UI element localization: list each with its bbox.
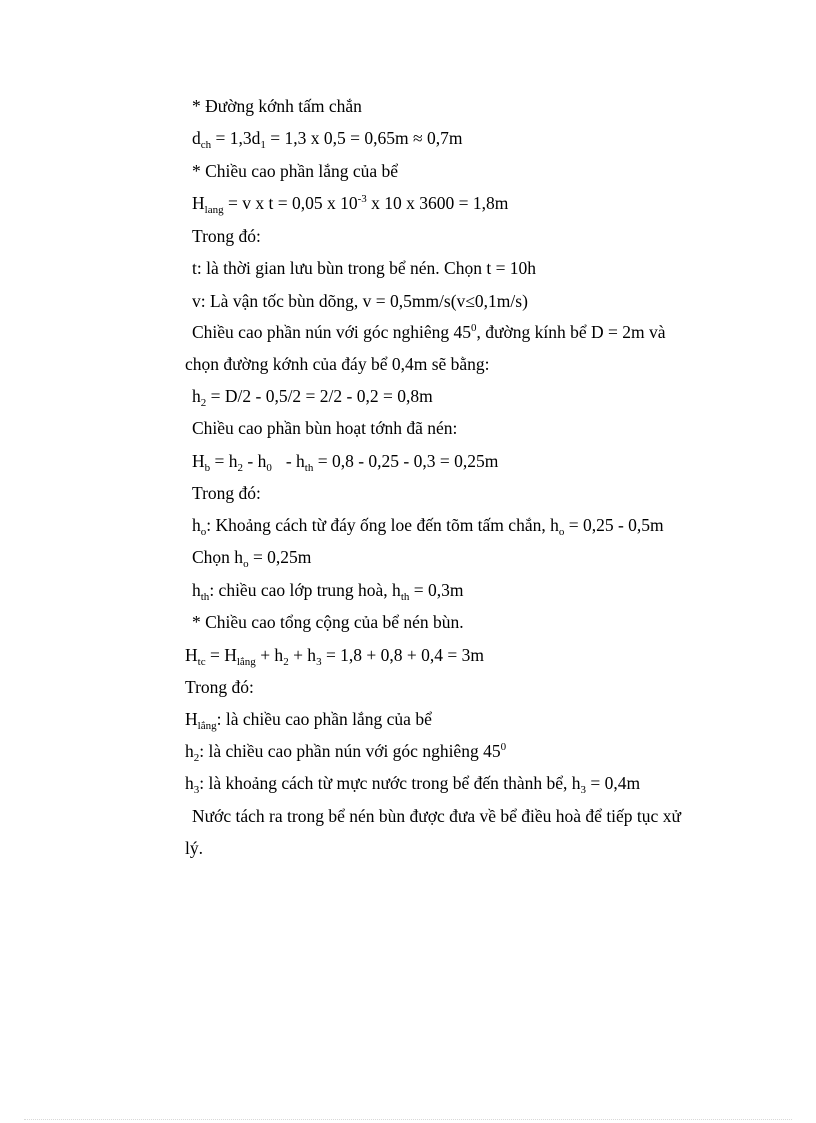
subscript: 2 [200,397,207,409]
text-line-where [192,226,261,246]
text-line-total-height-heading [192,612,464,632]
subscript: 1 [260,139,266,151]
eq-part: Chọn h [192,547,244,567]
subscript: 3 [580,784,587,796]
subscript: lắng [236,656,256,668]
text: Trong đó: [185,677,254,697]
eq-part: = 0,25m [248,547,312,567]
eq-part: H [185,709,198,729]
equation-settling-height [192,193,509,216]
subscript: th [400,591,410,603]
subscript: o [558,526,565,538]
subscript: b [204,462,211,474]
eq-part: : chiều cao lớp trung hoà, h [209,580,401,600]
text: Chiều cao phần bùn hoạt tớnh đã nén: [192,418,458,438]
text-line-choose-ho [192,547,312,570]
text: * Chiều cao phần lắng của bể [192,161,399,181]
text: , đường kính bể D = 2m và [476,322,666,342]
eq-part: h [192,580,201,600]
subscript: 3 [316,656,322,668]
text-line-hth-definition [192,580,464,603]
eq-part: H [192,451,205,471]
equation-htc [185,645,485,668]
text: lý. [185,838,203,858]
eq-part: = h [210,451,238,471]
equation-hb [192,451,499,474]
eq-part: = H [205,645,237,665]
text: v: Là vận tốc bùn dõng, v = 0,5mm/s(v≤0,1m/s) [192,291,528,311]
text: Chiều cao phần nún với góc nghiêng 45 [192,322,471,342]
text-line-cone-height-intro [192,322,666,342]
eq-part: = 0,3m [409,580,464,600]
subscript: tc [197,656,206,668]
subscript: 2 [283,656,289,668]
eq-part: = 0,25 - 0,5m [564,515,664,535]
text: Trong đó: [192,483,261,503]
eq-part: h [192,386,201,406]
text-line-v-definition [192,291,528,311]
superscript: -3 [357,193,367,205]
text-line-settling-height-heading [192,161,398,181]
eq-part: = 1,8 + 0,8 + 0,4 = 3m [321,645,485,665]
text: chọn đường kớnh của đáy bể 0,4m sẽ bằng: [185,354,490,374]
text: Trong đó: [192,226,261,246]
eq-part: = 0,4m [586,773,641,793]
text-line-hlang-definition [185,709,432,732]
text-line-active-sludge-height [192,418,457,438]
eq-part: h [192,515,201,535]
text-line-ho-definition [192,515,664,538]
subscript: 0 [266,462,272,474]
subscript: ch [200,139,212,151]
text-line-h2-definition [185,741,507,764]
subscript: 2 [237,462,244,474]
eq-part: = 1,3d [211,128,261,148]
eq-part: : Khoảng cách từ đáy ống loe đến tõm tấm chắn, h [206,515,559,535]
eq-part: + h [255,645,284,665]
subscript: th [200,591,210,603]
eq-part: + h [288,645,317,665]
text-line-conclusion-cont [185,838,203,858]
eq-part: = v x t = 0,05 x 10 [223,193,358,213]
text: Nước tách ra trong bể nén bùn được đưa về bể điều hoà để tiếp tục xử [192,806,681,826]
eq-part: : là chiều cao phần nún với góc nghiêng 45 [199,741,501,761]
equation-baffle-diameter [192,128,463,151]
subscript: o [243,558,249,570]
eq-part: - h [285,451,305,471]
equation-h2 [192,386,433,409]
subscript: 3 [193,784,200,796]
subscript: lắng [197,720,217,732]
eq-part: d [192,128,201,148]
eq-part: - h [243,451,267,471]
text-line-baffle-diameter-heading [192,96,362,116]
text: * Chiều cao tổng cộng của bể nén bùn. [192,612,464,632]
eq-part: = 0,8 - 0,25 - 0,3 = 0,25m [313,451,499,471]
eq-part: x 10 x 3600 = 1,8m [366,193,509,213]
eq-part: : là khoảng cách từ mực nước trong bể đến thành bể, h [199,773,581,793]
text: * Đường kớnh tấm chắn [192,96,362,116]
subscript: o [200,526,207,538]
text-line-t-definition [192,258,536,278]
eq-part: H [185,645,198,665]
eq-part: H [192,193,205,213]
text-line-cone-height-intro-cont [185,354,490,374]
superscript: 0 [500,741,507,753]
subscript: th [304,462,314,474]
text: t: là thời gian lưu bùn trong bể nén. Chọn t = 10h [192,258,537,278]
text-line-h3-definition [185,773,641,796]
superscript: 0 [471,322,477,334]
eq-part: : là chiều cao phần lắng của bể [216,709,432,729]
page-bottom-divider [24,1119,792,1120]
eq-part: = 1,3 x 0,5 = 0,65m ≈ 0,7m [265,128,463,148]
eq-part: h [185,741,194,761]
text-line-conclusion [192,806,681,826]
eq-part: h [185,773,194,793]
eq-part: = D/2 - 0,5/2 = 2/2 - 0,2 = 0,8m [206,386,433,406]
subscript: 2 [193,752,200,764]
text-line-where-2 [192,483,261,503]
text-line-where-3 [185,677,254,697]
subscript: lang [204,204,224,216]
